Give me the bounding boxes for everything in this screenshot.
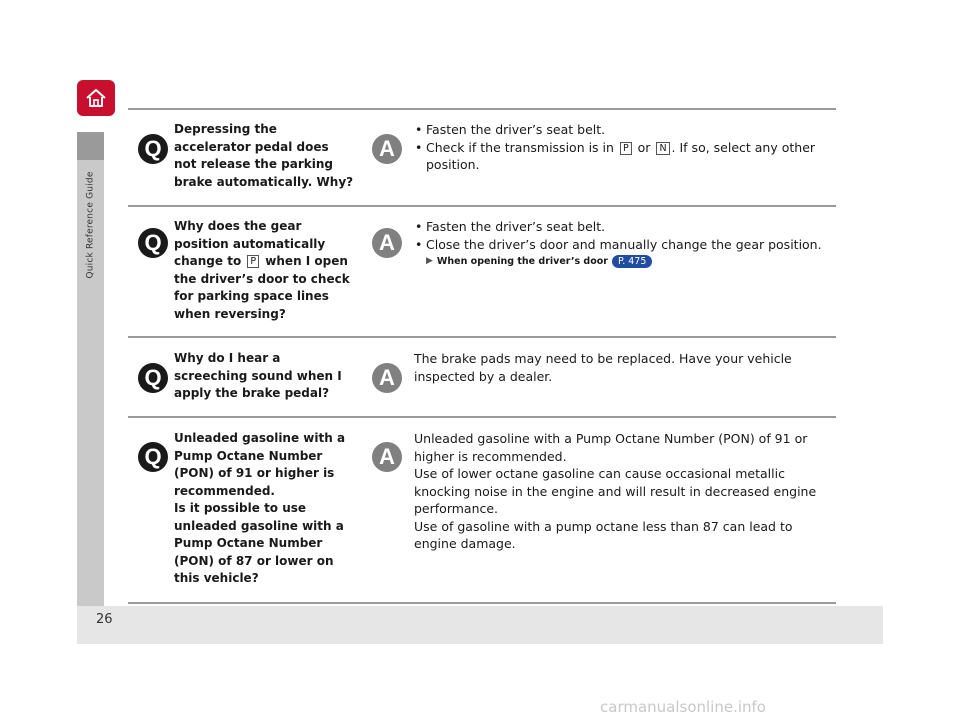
question-badge: Q <box>138 363 168 393</box>
question-2: Why does the gear position automatically change to P when I open the driver’s door to check for parking space lines when reversing? <box>174 219 350 321</box>
section-label: Quick Reference Guide <box>85 171 96 279</box>
watermark: carmanualsonline.info <box>600 698 766 716</box>
gear-p-indicator: P <box>620 142 632 155</box>
divider <box>128 336 836 338</box>
page-number: 26 <box>96 612 113 627</box>
divider <box>128 108 836 110</box>
answer-1 <box>414 121 834 174</box>
answer-text: Use of lower octane gasoline can cause occasional metallic knocking noise in the engine and will result in decreased engine performance. <box>414 466 817 516</box>
answer-bullet: • Close the driver’s door and manually change the gear position. <box>414 236 834 254</box>
reference-text: When opening the driver’s door <box>436 256 608 267</box>
question-line: Is it possible to use unleaded gasoline with a Pump Octane Number (PON) of 87 or lower on this vehicle? <box>174 501 344 585</box>
answer-badge: A <box>372 228 402 258</box>
home-button[interactable] <box>77 80 115 116</box>
answer-bullet: • Check if the transmission is in P or N . If so, select any other position. <box>414 139 834 174</box>
question-badge: Q <box>138 134 168 164</box>
footer-band <box>77 606 883 644</box>
answer-badge: A <box>372 442 402 472</box>
question-3: Why do I hear a screeching sound when I apply the brake pedal? <box>174 351 342 400</box>
answer-text: Use of gasoline with a pump octane less than 87 can lead to engine damage. <box>414 518 793 551</box>
arrow-icon: ▶ <box>426 256 433 266</box>
sidebar-strip-top <box>77 132 104 160</box>
answer-badge: A <box>372 363 402 393</box>
answer-3 <box>414 350 834 385</box>
divider <box>128 416 836 418</box>
question-4 <box>174 430 354 588</box>
section-tab[interactable] <box>78 165 103 285</box>
home-icon <box>84 87 108 109</box>
gear-n-indicator: N <box>656 142 669 155</box>
answer-badge: A <box>372 134 402 164</box>
answer-bullet: • Fasten the driver’s seat belt. <box>414 121 834 139</box>
answer-text: The brake pads may need to be replaced. Have your vehicle inspected by a dealer. <box>414 351 792 384</box>
question-line: Unleaded gasoline with a Pump Octane Number (PON) of 91 or higher is recommended. <box>174 431 346 498</box>
question-1: Depressing the accelerator pedal does not release the parking brake automatically. Why? <box>174 122 354 189</box>
answer-2 <box>414 218 834 271</box>
gear-p-indicator: P <box>247 255 259 268</box>
answer-4 <box>414 430 834 553</box>
divider <box>128 602 836 604</box>
divider <box>128 205 836 207</box>
answer-text: Unleaded gasoline with a Pump Octane Number (PON) of 91 or higher is recommended. <box>414 431 808 464</box>
question-badge: Q <box>138 228 168 258</box>
page-link[interactable]: P. 475 <box>612 255 652 268</box>
cross-reference[interactable] <box>426 253 834 271</box>
answer-bullet: • Fasten the driver’s seat belt. <box>414 218 834 236</box>
question-badge: Q <box>138 442 168 472</box>
